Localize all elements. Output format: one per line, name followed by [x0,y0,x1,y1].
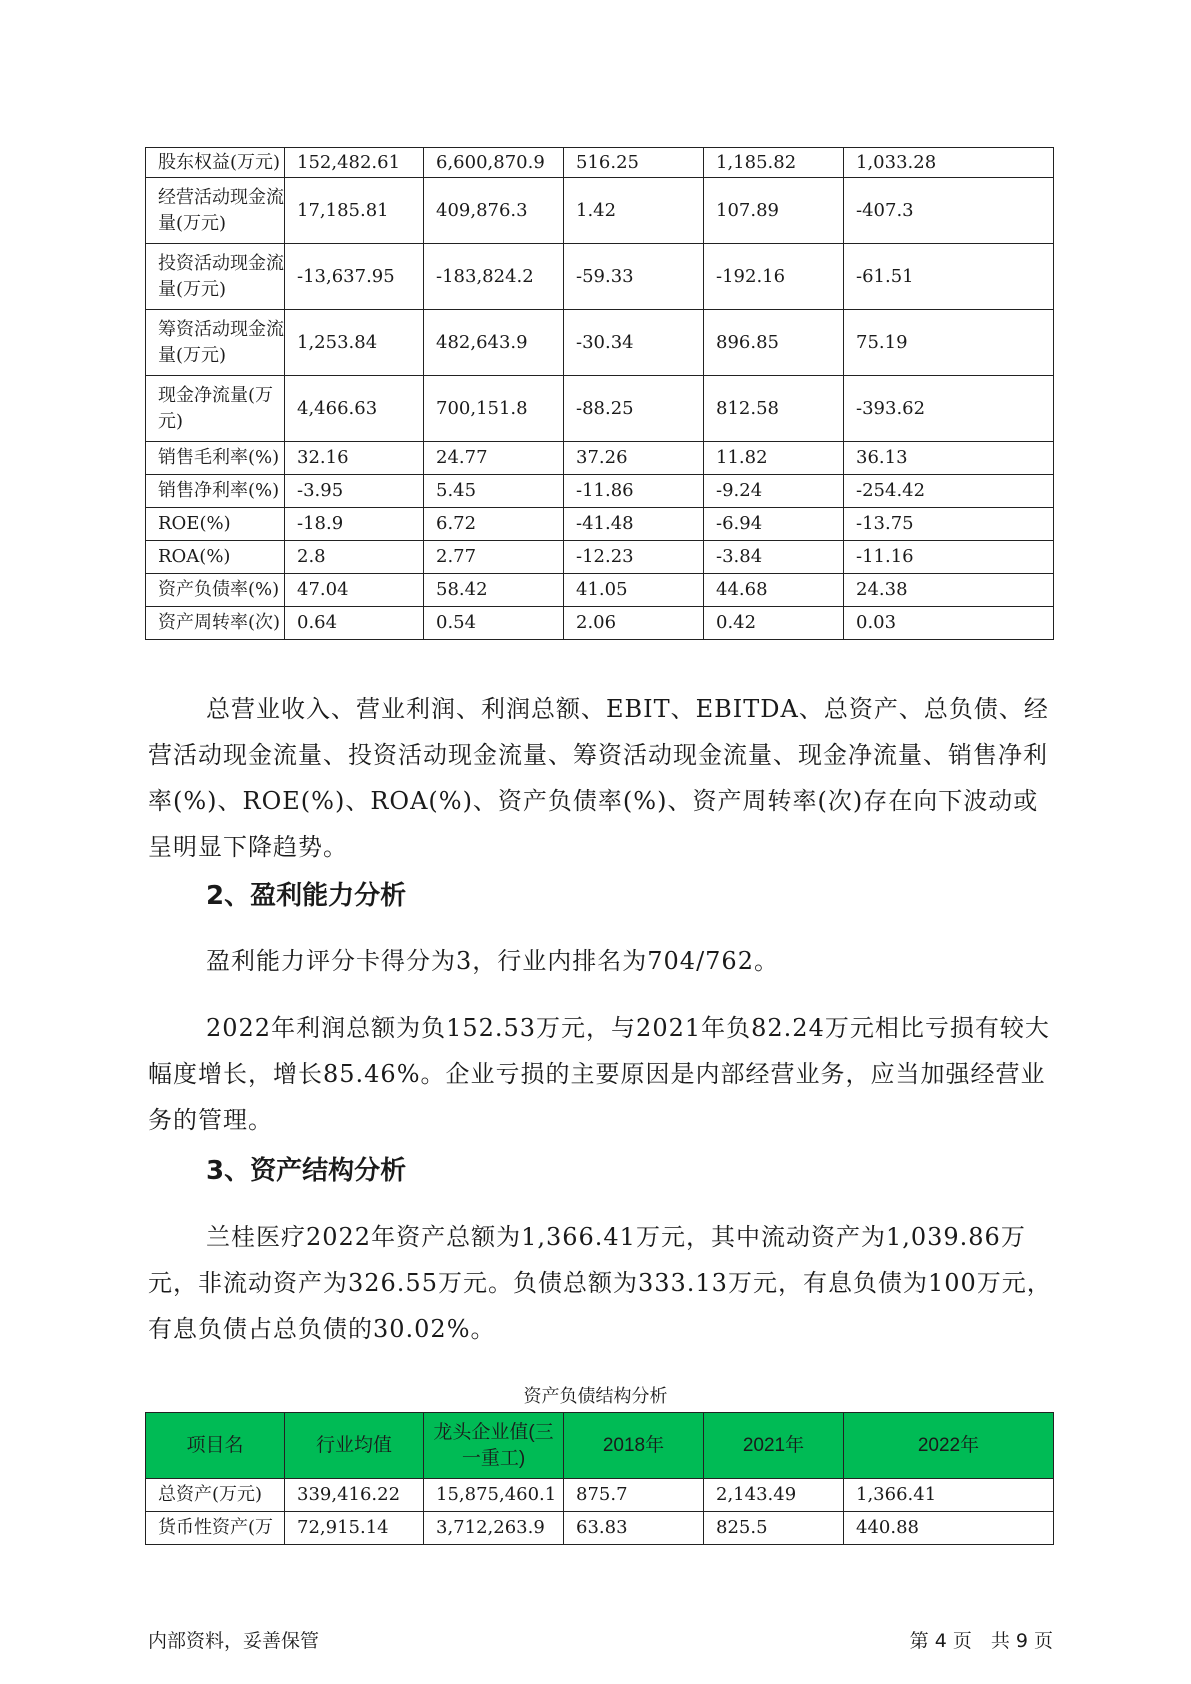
industry-avg-cell: 17,185.81 [285,178,424,244]
industry-avg-cell: 2.8 [285,541,424,574]
table-row [146,607,1054,640]
footer-confidential-note: 内部资料，妥善保管 [148,1630,320,1652]
y2018-cell: 37.26 [564,442,704,475]
industry-avg-cell: -13,637.95 [285,244,424,310]
y2021-cell: -6.94 [704,508,844,541]
y2018-cell: -59.33 [564,244,704,310]
row-label: ROE(%) [146,508,285,541]
row-label: 总资产(万元) [146,1479,285,1512]
y2022-cell: 1,033.28 [844,148,1054,178]
row-label: 筹资活动现金流量(万元) [146,310,285,376]
y2022-cell: 36.13 [844,442,1054,475]
section-heading-asset-structure: 3、资产结构分析 [206,1156,407,1186]
row-label: ROA(%) [146,541,285,574]
y2022-cell: 440.88 [844,1512,1054,1545]
asset-liability-structure-table [145,1412,1054,1545]
y2018-cell: -11.86 [564,475,704,508]
y2021-cell: 825.5 [704,1512,844,1545]
table-row [146,442,1054,475]
y2021-cell: -9.24 [704,475,844,508]
industry-avg-cell: 72,915.14 [285,1512,424,1545]
industry-avg-cell: 47.04 [285,574,424,607]
asset-structure-paragraph: 兰桂医疗2022年资产总额为1,366.41万元，其中流动资产为1,039.86万元，非流动资产为326.55万元。负债总额为333.13万元，有息负债为100万元，有息负债占总负债的30.02%。 [148,1223,1052,1343]
header-2018: 2018年 [564,1413,704,1479]
row-label: 股东权益(万元) [146,148,285,178]
leader-value-cell: 24.77 [424,442,564,475]
table-header-row [146,1413,1054,1479]
y2022-cell: -13.75 [844,508,1054,541]
leader-value-cell: 15,875,460.1 [424,1479,564,1512]
leader-value-cell: 58.42 [424,574,564,607]
table-row [146,376,1054,442]
header-leader-value: 龙头企业值(三一重工) [424,1413,564,1479]
profit-analysis-paragraph: 2022年利润总额为负152.53万元，与2021年负82.24万元相比亏损有较大幅度增长，增长85.46%。企业亏损的主要原因是内部经营业务，应当加强经营业务的管理。 [148,1014,1050,1134]
y2021-cell: 107.89 [704,178,844,244]
header-item-name: 项目名 [146,1413,285,1479]
y2021-cell: 896.85 [704,310,844,376]
leader-value-cell: 409,876.3 [424,178,564,244]
industry-avg-cell: 1,253.84 [285,310,424,376]
table-caption: 资产负债结构分析 [523,1386,668,1407]
row-label: 资产周转率(次) [146,607,285,640]
header-2022: 2022年 [844,1413,1054,1479]
y2018-cell: 63.83 [564,1512,704,1545]
y2022-cell: 0.03 [844,607,1054,640]
leader-value-cell: 6.72 [424,508,564,541]
row-label: 现金净流量(万元) [146,376,285,442]
table-row [146,178,1054,244]
y2021-cell: 2,143.49 [704,1479,844,1512]
y2018-cell: -12.23 [564,541,704,574]
leader-value-cell: 700,151.8 [424,376,564,442]
row-label: 经营活动现金流量(万元) [146,178,285,244]
financial-indicators-table [145,147,1054,640]
industry-avg-cell: 152,482.61 [285,148,424,178]
y2022-cell: -254.42 [844,475,1054,508]
table-row [146,475,1054,508]
table-row [146,574,1054,607]
y2018-cell: -41.48 [564,508,704,541]
table-row [146,541,1054,574]
y2021-cell: -192.16 [704,244,844,310]
row-label: 货币性资产(万 [146,1512,285,1545]
row-label: 销售净利率(%) [146,475,285,508]
y2021-cell: 812.58 [704,376,844,442]
header-industry-avg: 行业均值 [285,1413,424,1479]
y2018-cell: 2.06 [564,607,704,640]
table-row [146,1479,1054,1512]
industry-avg-cell: 339,416.22 [285,1479,424,1512]
y2021-cell: 1,185.82 [704,148,844,178]
y2021-cell: 0.42 [704,607,844,640]
y2022-cell: -393.62 [844,376,1054,442]
y2018-cell: -30.34 [564,310,704,376]
header-2021: 2021年 [704,1413,844,1479]
table-row [146,310,1054,376]
industry-avg-cell: -18.9 [285,508,424,541]
leader-value-cell: 482,643.9 [424,310,564,376]
y2022-cell: 24.38 [844,574,1054,607]
section-heading-profitability: 2、盈利能力分析 [206,881,407,911]
y2018-cell: 516.25 [564,148,704,178]
row-label: 资产负债率(%) [146,574,285,607]
y2021-cell: -3.84 [704,541,844,574]
declining-indicators-paragraph: 总营业收入、营业利润、利润总额、EBIT、EBITDA、总资产、总负债、经营活动现金流量、投资活动现金流量、筹资活动现金流量、现金净流量、销售净利率(%)、ROE(%)、ROA(%)、资产负债率(%)、资产周转率(次)存在向下波动或呈明显下降趋势。 [148,695,1049,861]
leader-value-cell: 0.54 [424,607,564,640]
y2021-cell: 44.68 [704,574,844,607]
y2021-cell: 11.82 [704,442,844,475]
profitability-score-paragraph: 盈利能力评分卡得分为3，行业内排名为704/762。 [206,947,779,975]
y2022-cell: 75.19 [844,310,1054,376]
leader-value-cell: 3,712,263.9 [424,1512,564,1545]
y2018-cell: -88.25 [564,376,704,442]
industry-avg-cell: 0.64 [285,607,424,640]
table-row [146,1512,1054,1545]
leader-value-cell: 5.45 [424,475,564,508]
footer-page-number: 第 4 页 共 9 页 [909,1630,1053,1652]
y2018-cell: 875.7 [564,1479,704,1512]
y2022-cell: 1,366.41 [844,1479,1054,1512]
industry-avg-cell: 32.16 [285,442,424,475]
row-label: 投资活动现金流量(万元) [146,244,285,310]
y2018-cell: 41.05 [564,574,704,607]
y2018-cell: 1.42 [564,178,704,244]
leader-value-cell: -183,824.2 [424,244,564,310]
leader-value-cell: 2.77 [424,541,564,574]
table-row [146,148,1054,178]
industry-avg-cell: -3.95 [285,475,424,508]
leader-value-cell: 6,600,870.9 [424,148,564,178]
industry-avg-cell: 4,466.63 [285,376,424,442]
table-row [146,244,1054,310]
y2022-cell: -407.3 [844,178,1054,244]
y2022-cell: -11.16 [844,541,1054,574]
row-label: 销售毛利率(%) [146,442,285,475]
y2022-cell: -61.51 [844,244,1054,310]
table-row [146,508,1054,541]
